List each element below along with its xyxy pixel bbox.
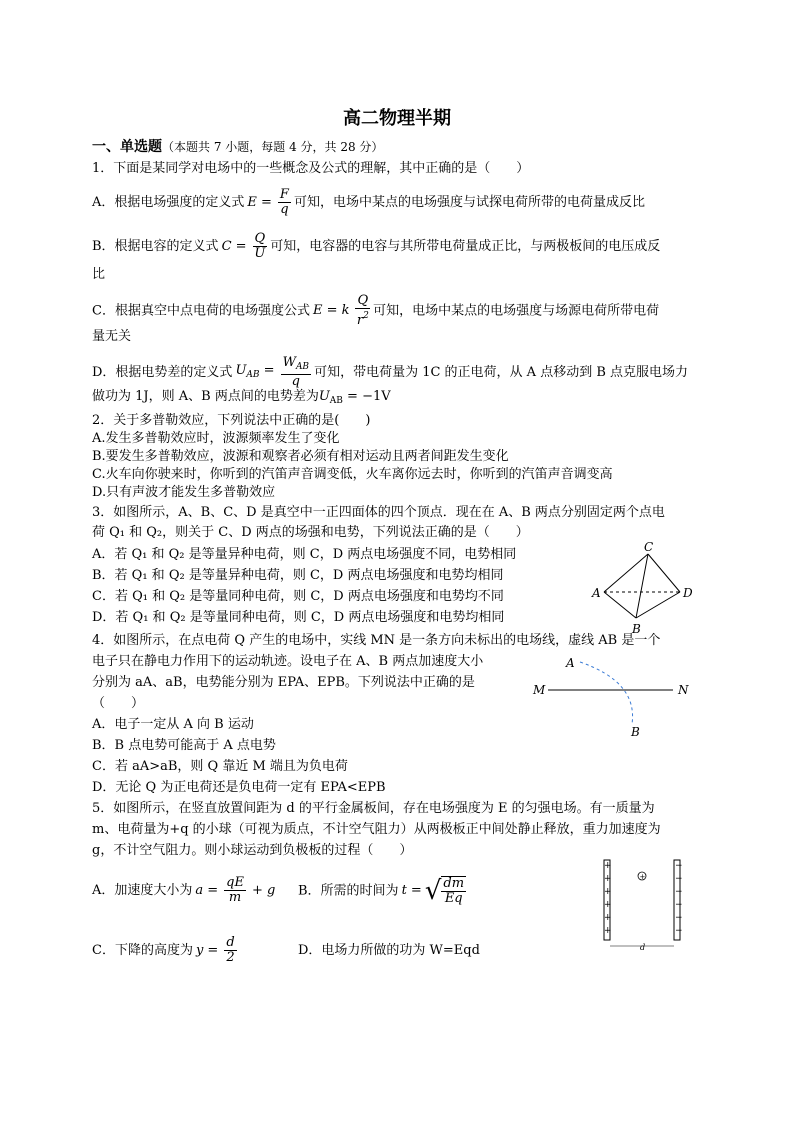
q5-option-a	[92, 876, 278, 905]
q1-d-cont-symbol: U	[318, 389, 330, 404]
point-m-label: M	[533, 683, 546, 697]
q3-option-a: A．若 Q₁ 和 Q₂ 是等量异种电荷，则 C，D 两点电场强度不同，电势相同	[92, 547, 517, 562]
minus-sign: −	[675, 861, 683, 871]
q1-d-fraction: $\frac{W_{AB}}{q}$	[282, 355, 310, 389]
q1-c-post: 可知，电场中某点的电场强度与场源电荷所带电荷	[373, 303, 660, 319]
q1-a-fraction: $\frac{F}{q}$	[279, 187, 289, 217]
plus-sign: +	[604, 887, 612, 897]
minus-sign: −	[675, 887, 683, 897]
section-heading	[92, 138, 383, 157]
section-title: 一、单选题	[92, 139, 162, 155]
q5-c-fraction: $\frac{d}{2}$	[226, 935, 235, 965]
q4-stem-line1: 4．如图所示，在点电荷 Q 产生的电场中，实线 MN 是一条方向未标出的电场线，虚线 AB 是一个	[92, 633, 661, 648]
minus-sign: −	[675, 926, 683, 936]
ball-charge-sign: +	[639, 873, 646, 881]
capacitor-figure	[596, 858, 692, 952]
q1-d-pre: D．根据电势差的定义式	[92, 365, 233, 380]
q1-b-continued: 比	[92, 267, 106, 282]
point-b-label: B	[631, 725, 640, 739]
plus-sign: +	[604, 874, 612, 884]
q5-stem-line2: m、电荷量为+q 的小球（可视为质点，不计空气阻力）从两极板正中间处静止释放，重力加速度为	[92, 822, 661, 837]
minus-sign: −	[675, 874, 683, 884]
q1-option-b	[92, 232, 660, 261]
field-line-figure	[528, 652, 698, 742]
plus-sign: +	[604, 900, 612, 910]
plus-sign: +	[604, 913, 612, 923]
section-note: （本题共 7 小题，每题 4 分，共 28 分）	[162, 140, 384, 154]
q4-option-a: A．电子一定从 A 向 B 运动	[92, 717, 254, 732]
q5-a-pre: A．加速度大小为	[92, 883, 193, 898]
q3-option-b: B．若 Q₁ 和 Q₂ 是等量异种电荷，则 C，D 两点电场强度和电势均相同	[92, 568, 504, 583]
distance-d-label: d	[640, 943, 646, 952]
sqrt-sign: √	[424, 876, 442, 906]
q5-b-pre: B．所需的时间为	[298, 883, 399, 899]
q1-b-formula: C =	[221, 238, 247, 254]
q5-stem-line3: g，不计空气阻力。则小球运动到负极板的过程（ ）	[92, 843, 413, 858]
q4-stem-line2: 电子只在静电力作用下的运动轨迹。设电子在 A、B 两点加速度大小	[92, 654, 484, 669]
q5-option-d: D．电场力所做的功为 W=Eqd	[298, 943, 480, 958]
q5-a-formula: a =	[195, 882, 219, 898]
q1-b-fraction: $\frac{Q}{U}$	[254, 231, 266, 261]
q1-d-continued	[92, 388, 391, 410]
q1-a-pre: A．根据电场强度的定义式	[92, 195, 245, 210]
q2-option-d: D.只有声波才能发生多普勒效应	[92, 485, 276, 500]
q5-c-formula: y =	[195, 942, 219, 958]
q1-d-cont-subscript: AB	[329, 396, 343, 406]
q5-option-b	[298, 876, 469, 906]
point-n-label: N	[678, 683, 689, 697]
q1-b-pre: B．根据电容的定义式	[92, 239, 219, 254]
q1-option-d	[92, 356, 688, 389]
q4-stem-line4: （ ）	[92, 696, 145, 711]
q2-stem: 2．关于多普勒效应，下列说法中正确的是( )	[92, 413, 371, 428]
q1-option-c	[92, 294, 659, 328]
q4-option-c: C．若 aA>aB，则 Q 靠近 M 端且为负电荷	[92, 759, 348, 774]
page-title: 高二物理半期	[343, 108, 451, 129]
q5-b-fraction: $\frac{dm}{Eq}$	[443, 876, 465, 906]
q5-option-c	[92, 936, 240, 965]
q2-option-c: C.火车向你驶来时，你听到的汽笛声音调变低，火车离你远去时，你听到的汽笛声音调变高	[92, 467, 613, 482]
q5-a-formula-tail: + g	[251, 882, 276, 898]
minus-sign: −	[675, 900, 683, 910]
q2-option-b: B.要发生多普勒效应，波源和观察者必须有相对运动且两者间距发生变化	[92, 449, 509, 464]
plus-sign: +	[604, 861, 612, 871]
q3-stem-line1: 3．如图所示，A、B、C、D 是真空中一正四面体的四个顶点．现在在 A、B 两点分别固定两个点电	[92, 505, 665, 520]
q1-option-a	[92, 188, 645, 217]
q5-c-pre: C．下降的高度为	[92, 943, 193, 958]
q1-c-continued: 量无关	[92, 329, 132, 344]
vertex-a-label: A	[592, 586, 601, 600]
tetrahedron-figure	[588, 540, 708, 640]
q3-stem-line2: 荷 Q₁ 和 Q₂，则关于 C、D 两点的场强和电势，下列说法正确的是（ ）	[92, 525, 529, 540]
q1-d-cont-value: = −1V	[342, 389, 391, 404]
point-a-label: A	[566, 656, 575, 670]
q4-stem-line3: 分别为 aA、aB，电势能分别为 EPA、EPB。下列说法中正确的是	[92, 675, 475, 690]
q1-d-formula: $U_{AB}$ =	[235, 362, 275, 380]
vertex-c-label: C	[644, 540, 654, 554]
q5-stem-line1: 5．如图所示，在竖直放置间距为 d 的平行金属板间，存在电场强度为 E 的匀强电场。有一质量为	[92, 801, 655, 816]
vertex-b-label: B	[632, 622, 641, 636]
vertex-d-label: D	[683, 586, 693, 600]
plus-sign: +	[604, 926, 612, 936]
q1-c-fraction: $\frac{Q}{r^2}$	[356, 293, 369, 328]
q3-option-c: C．若 Q₁ 和 Q₂ 是等量同种电荷，则 C，D 两点电场强度和电势均不同	[92, 589, 504, 604]
q5-b-formula: t =	[401, 883, 422, 898]
q1-stem: 1．下面是某同学对电场中的一些概念及公式的理解，其中正确的是（ ）	[92, 161, 530, 176]
q1-a-formula: E =	[247, 194, 272, 210]
q1-c-pre: C．根据真空中点电荷的电场强度公式	[92, 303, 310, 319]
q2-option-a: A.发生多普勒效应时，波源频率发生了变化	[92, 431, 340, 446]
minus-sign: −	[675, 913, 683, 923]
q1-d-post: 可知，带电荷量为 1C 的正电荷，从 A 点移动到 B 点克服电场力	[314, 365, 689, 380]
q5-a-fraction: $\frac{qE}{m}$	[226, 875, 244, 905]
q1-d-cont-pre: 做功为 1J，则 A、B 两点间的电势差为	[92, 389, 319, 404]
q1-c-formula: E = k	[312, 303, 350, 318]
q4-option-b: B．B 点电势可能高于 A 点电势	[92, 738, 276, 753]
q1-a-post: 可知，电场中某点的电场强度与试探电荷所带的电荷量成反比	[293, 195, 645, 210]
q1-b-post: 可知，电容器的电容与其所带电荷量成正比，与两极板间的电压成反	[270, 239, 661, 254]
q4-option-d: D．无论 Q 为正电荷还是负电荷一定有 EPA<EPB	[92, 780, 386, 795]
q3-option-d: D．若 Q₁ 和 Q₂ 是等量同种电荷，则 C，D 两点电场强度和电势均相同	[92, 610, 505, 625]
